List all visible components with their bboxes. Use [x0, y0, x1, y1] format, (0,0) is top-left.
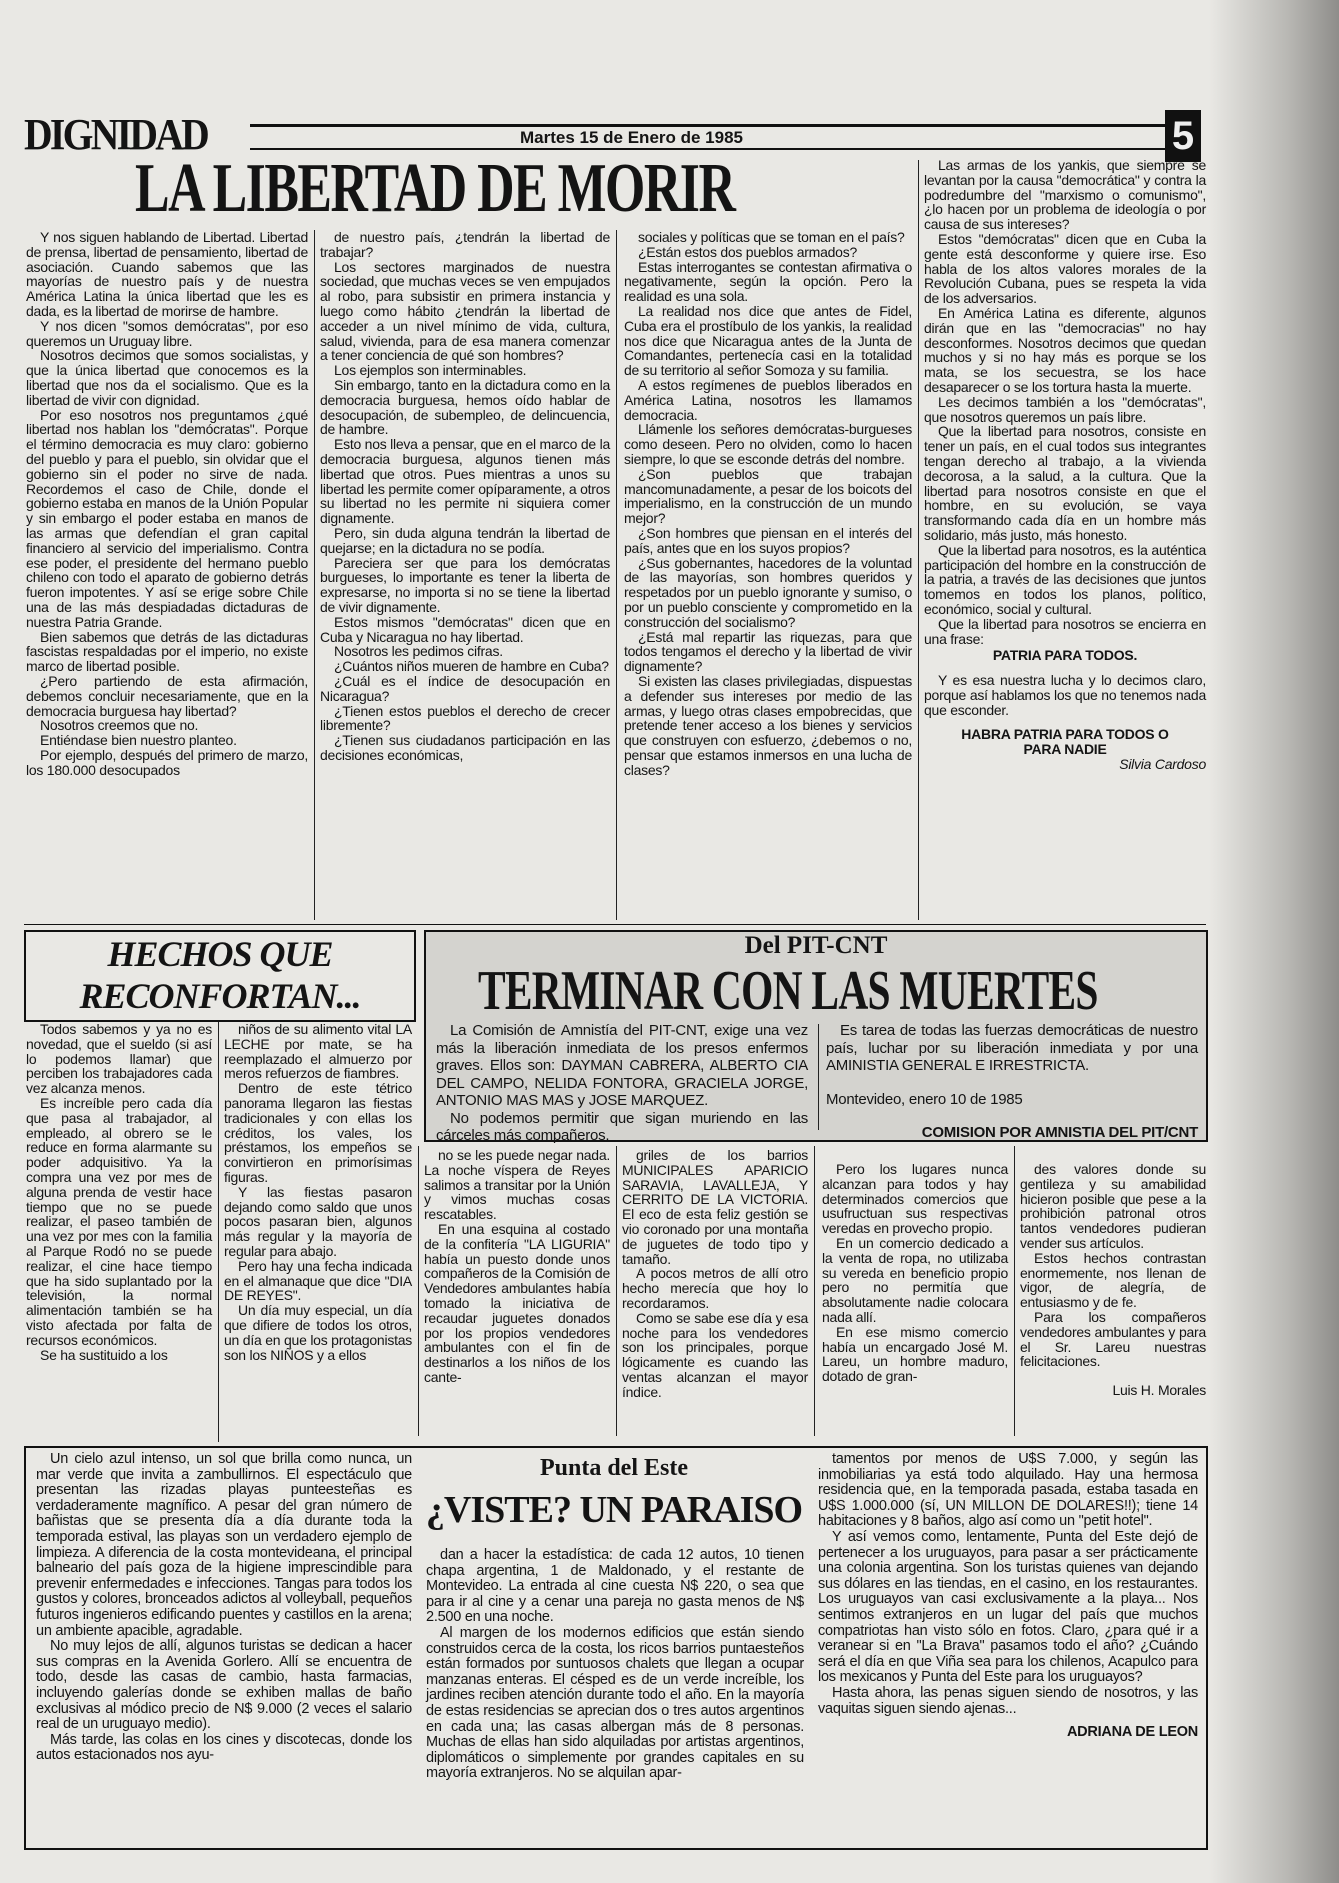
paragraph: Por ejemplo, después del primero de marzo, los 180.000 desocupados: [26, 746, 308, 778]
punta-column-1: [36, 1452, 412, 1842]
paragraph: Por eso nosotros nos preguntamos ¿qué libertad nos hablan los "demócratas". Porque el término democracia es muy claro: gobierno del pueblo y para el pueblo, sin olvidar que el gobierno sin el poder no sirve de nada. Recordemos el caso de Chile, donde el gobierno estaba en manos de la Unión Popular y sin embargo el poder estaba en manos de las armas que defendían el gran capital financiero al servicio del imperialismo. Contra ese poder, el presidente del hermano pueblo chileno con todo el aparato de gobierno detrás fueron impotentes. Y así se erige sobre Chile una de las más despiadadas dictaduras de nuestra Patria Grande.: [26, 406, 308, 630]
paragraph: Entiéndase bien nuestro planteo.: [40, 732, 237, 749]
paragraph: Estos "demócratas" dicen que en Cuba la gente está desconforme y quiere irse. Eso habla de los altos valores morales de la Revolución Cubana, pues se respeta la vida de los adversarios.: [924, 230, 1206, 307]
paragraph: Que la libertad para nosotros se encierra en una frase:: [924, 615, 1206, 647]
paragraph: Que la libertad para nosotros, es la auténtica participación del hombre en la construcción de la patria, a través de las decisiones que juntos tomemos en todos los planos, político, económico, social y cultural.: [924, 541, 1206, 617]
paragraph: No podemos permitir que sigan muriendo en las cárceles más compañeros.: [436, 1109, 808, 1144]
paragraph: Las armas de los yankis, que siempre se levantan por la causa "democrática" y contra la podredumbre del "marxismo o comunismo", ¿lo hacen por un problema de ideología o por causa de sus intereses?: [924, 157, 1206, 233]
hechos-author: Luis H. Morales: [1112, 1382, 1206, 1399]
paragraph: Hasta ahora, las penas siguen siendo de nosotros, y las vaquitas siguen siendo ajenas...: [818, 1684, 1198, 1717]
paragraph: Es increíble pero cada día que pasa al trabajador, al empleado, al obrero se le reduce en forma alarmante su poder adquisitivo. Ya la compra una vez por mes de alguna prenda de vestir hace tiempo que no se puede realizar, el paseo también de una vez por mes con la familia al Parque Rodó no se puede realizar, el cine hace tiempo que ha sido suplantado por la televisión, la normal alimentación también se ha visto afectada por falta de recursos económicos.: [26, 1094, 212, 1348]
pit-title: TERMINAR CON LAS MUERTES: [478, 960, 1098, 1022]
paragraph: ¿Son pueblos que trabajan mancomunadamente, a pesar de los boicots del imperialismo, en la construcción de un mundo mejor?: [624, 465, 912, 527]
paragraph: ¿Están estos dos pueblos armados?: [638, 243, 857, 260]
column-rule: [814, 1146, 815, 1436]
column-rule: [616, 230, 617, 920]
paragraph: Y así vemos como, lentamente, Punta del Este dejó de pertenecer a los uruguayos, para pasar a ser prácticamente una colonia argentina. Son los turistas quienes van dejando sus dólares en las tiendas, en el casino, en los restaurantes. Los uruguayos van casi exclusivamente a la playa... Nos sentimos extranjeros en un lugar del país que muchos compatriotas han visto sólo en fotos. Claro, ¿para qué ir a veranear si en "La Brava" pasamos todo el año? ¿Cuándo será el día en que Viña sea para los chilenos, Acapulco para los mexicanos y Punta del Este para los uruguayos?: [818, 1528, 1198, 1686]
paragraph: Pareciera ser que para los demócratas burgueses, lo importante es tener la liberta de expresarse, no importa si no se tiene la libertad de vivir dignamente.: [320, 554, 610, 615]
column-rule: [818, 1024, 819, 1130]
paragraph: Nosotros les pedimos cifras.: [334, 643, 503, 660]
column-rule: [1014, 1146, 1015, 1436]
pit-left-text: [436, 1022, 808, 1144]
paragraph: ¿Cuál es el índice de desocupación en Nicaragua?: [320, 672, 610, 704]
paragraph: Sin embargo, tanto en la dictadura como en la democracia burguesa, hemos oído hablar de desocupación, de subempleo, de delincuencia, de hambre.: [320, 376, 610, 438]
scan-edge-shadow: [1209, 0, 1339, 1883]
pit-dateline: Montevideo, enero 10 de 1985: [826, 1090, 1023, 1108]
paragraph: Más tarde, las colas en los cines y discotecas, donde los autos estacionados nos ayu-: [36, 1731, 412, 1764]
hechos-column-2: [224, 1022, 412, 1442]
header-rule-top: [250, 124, 1165, 127]
paragraph: ¿Pero partiendo de esta afirmación, debemos concluir necesariamente, que en la democracia burguesa hay libertad?: [26, 672, 308, 719]
paragraph: A pocos metros de allí otro hecho merecía que hoy lo recordaramos.: [622, 1265, 808, 1311]
paragraph: no se les puede negar nada. La noche víspera de Reyes salimos a transitar por la Unión y vimos muchas cosas rescatables.: [424, 1147, 610, 1223]
pit-kicker: Del PIT-CNT: [744, 932, 888, 959]
paragraph: tamentos por menos de U$S 7.000, y según las inmobiliarias ya está todo alquilado. Hay una hermosa residencia que, en la temporada pasada, estaba tasada en U$S 1.000.000 (sí, UN MILLON DE DOLARES!!); tiene 14 habitaciones y 8 baños, algo así como un "petit hotel".: [818, 1451, 1198, 1530]
article-column-3: [624, 230, 912, 920]
article-title: LA LIBERTAD DE MORIR: [135, 150, 735, 227]
paragraph: Estas interrogantes se contestan afirmativa o negativamente, según la opción. Pero la realidad es una sola.: [624, 258, 912, 305]
paragraph: Al margen de los modernos edificios que están siendo construidos cerca de la costa, los ricos barrios puntaesteños están formados por suntuosos chalets que llegan a ocupar manzanas enteras. El césped es de un verde increíble, los jardines reciben atención durante todo el año. En la mayoría de estas residencias se aprecian dos o tres autos argentinos en cada una; las casas albergan más de 8 personas. Muchas de ellas han sido alquiladas por artistas argentinos, diplomáticos o simplemente por grandes capitales en su mayoría extranjeros. No se alquilan apar-: [426, 1624, 804, 1782]
paragraph: Para los compañeros vendedores ambulantes y para el Sr. Lareu nuestras felicitaciones.: [1020, 1308, 1206, 1370]
paragraph: Esto nos lleva a pensar, que en el marco de la democracia burguesa, algunos tienen más libertad que otros. Pues mientras a unos su libertad les permite comer opíparamente, a otros su libertad no les permite ni siquiera comer dignamente.: [320, 436, 610, 527]
paragraph: Dentro de este tétrico panorama llegaron las fiestas tradicionales y con ellas los créditos, los vales, los préstamos, los empeños se convirtieron en primorísimas figuras.: [224, 1080, 412, 1185]
paragraph: En ese mismo comercio había un encargado José M. Lareu, un hombre maduro, dotado de gran-: [822, 1323, 1008, 1385]
column-rule: [616, 1146, 617, 1436]
paragraph: Si existen las clases privilegiadas, dispuestas a defender sus intereses por medio de las armas, y luego otras clases empobrecidas, que pretende tener acceso a los bienes y servicios que construyen con esfuerzo, ¿debemos o no, pensar que estamos inmersos en una lucha de clases?: [624, 672, 912, 778]
paragraph: Estos mismos "demócratas" dicen que en Cuba y Nicaragua no hay libertad.: [320, 613, 610, 645]
column-rule: [918, 160, 919, 920]
paragraph: ¿Tienen estos pueblos el derecho de crecer libremente?: [320, 702, 610, 734]
paragraph: Un día muy especial, un día que difiere de todos los otros, un día en que los protagonistas son los NIÑOS y a ellos: [224, 1302, 412, 1363]
slogan: HABRA PATRIA PARA TODOS O PARA NADIE: [961, 726, 1169, 758]
paragraph: En un comercio dedicado a la venta de ropa, no utilizaba su vereda en beneficio propio pero no permitía que absolutamente nadie colocara nada allí.: [822, 1234, 1008, 1325]
paragraph: Pero los lugares nunca alcanzan para todos y hay determinados comercios que usufructuan sus respectivas veredas en provecho propio.: [822, 1161, 1008, 1237]
paragraph: Bien sabemos que detrás de las dictaduras fascistas respaldadas por el imperio, no existe marco de libertad posible.: [26, 628, 308, 675]
article-column-2: [320, 230, 610, 920]
article-column-1: [26, 230, 308, 920]
section-divider: [24, 924, 1206, 925]
column-rule: [218, 1022, 219, 1442]
page-number: 5: [1165, 110, 1201, 162]
paragraph: Los sectores marginados de nuestra sociedad, que muchas veces se ven empujados al robo, para subsistir en primera instancia y luego como hábito ¿tendrán la libertad de acceder a un nivel mínimo de vida, cultura, salud, vivienda, para de esa manera comenzar a tener conciencia de qué son hombres?: [320, 258, 610, 364]
paragraph: ¿Está mal repartir las riquezas, para que todos tengamos el derecho y la libertad de vivir dignamente?: [624, 628, 912, 675]
paragraph: dan a hacer la estadística: de cada 12 autos, 10 tienen chapa argentina, 1 de Maldonado, y el restante de Montevideo. La entrada al cine cuesta N$ 220, o sea que para ir al cine y a cenar una pareja no gasta menos de N$ 2.500 en una noche.: [426, 1547, 804, 1626]
paragraph: sociales y políticas que se toman en el país?: [638, 229, 905, 245]
paragraph: ¿Son hombres que piensan en el interés del país, antes que en los suyos propios?: [624, 524, 912, 556]
article-column-4: [924, 158, 1206, 918]
paragraph: Nosotros creemos que no.: [40, 717, 199, 734]
pit-right-text: [826, 1022, 1198, 1141]
paragraph: Que la libertad para nosotros, consiste en tener un país, en el cual todos sus integrantes tengan derecho al trabajo, a la vivienda decorosa, a la salud, a la cultura. Que la libertad para nosotros consiste en que el hombre, en su evolución, se vaya transformando cada día en un hombre más solidario, más justo, más honesto.: [924, 423, 1206, 543]
hechos-title: HECHOS QUE RECONFORTAN...: [79, 934, 361, 1016]
paragraph: Y nos dicen "somos demócratas", por eso queremos un Uruguay libre.: [26, 317, 308, 349]
hechos-column-3: [424, 1148, 610, 1436]
paragraph: ¿Sus gobernantes, hacedores de la voluntad de las mayorías, son hombres queridos y respetados por un pueblo ignorante y sumiso, o por un pueblo consciente y comprometido en la construcción del socialismo?: [624, 554, 912, 630]
masthead: DIGNIDAD: [24, 110, 208, 159]
hechos-column-1: [26, 1022, 212, 1442]
column-rule: [418, 1146, 419, 1436]
paragraph: Les decimos también a los "demócratas", que nosotros queremos un país libre.: [924, 393, 1206, 425]
paragraph: ¿Tienen sus ciudadanos participación en las decisiones económicas,: [320, 732, 610, 763]
punta-column-3: [818, 1452, 1198, 1842]
paragraph: niños de su alimento vital LA LECHE por mate, se ha reemplazado el almuerzo por meros refuerzos de fiambres.: [224, 1021, 412, 1082]
paragraph: En una esquina al costado de la confitería "LA LIGURIA" había un puesto donde unos compañeros de la Comisión de Vendedores ambulantes había tomado la iniciativa de recaudar juguetes donados por los propios vendedores ambulantes con el fin de destinarlos a los niños de los cante-: [424, 1220, 610, 1385]
paragraph: Y las fiestas pasaron dejando como saldo que unos pocos pasaran bien, algunos más regular y la mayoría de regular para abajo.: [224, 1183, 412, 1259]
closing-paragraph: Y es esa nuestra lucha y lo decimos claro, porque así hablamos los que no tenemos nada que esconder.: [924, 672, 1206, 718]
issue-date: Martes 15 de Enero de 1985: [520, 128, 744, 147]
hechos-column-4: [622, 1148, 808, 1436]
paragraph: Estos hechos contrastan enormemente, nos llenan de vigor, de alegría, de entusiasmo y de fe.: [1020, 1249, 1206, 1311]
punta-column-2: [426, 1548, 804, 1842]
paragraph: Los ejemplos son interminables.: [334, 362, 527, 379]
paragraph: En América Latina es diferente, algunos dirán que en las "democracias" no hay desconformes. Nosotros decimos que quedan muchos y si no hay más es porque se los mata, se los secuestra, se los hace desaparecer o se los tortura hasta la muerte.: [924, 304, 1206, 395]
hechos-column-5: [822, 1162, 1008, 1436]
paragraph: Y nos siguen hablando de Libertad. Libertad de prensa, libertad de pensamiento, libertad de asociación. Cuando sabemos que las mayorías de nuestro país y de nuestra América Latina la única libertad que les es dada, es la libertad de morirse de hambre.: [26, 229, 308, 319]
column-rule: [314, 230, 315, 920]
paragraph: Se ha sustituido a los: [40, 1346, 168, 1363]
paragraph: Todos sabemos y ya no es novedad, que el sueldo (si así lo podemos llamar) que perciben los trabajadores cada vez alcanza menos.: [26, 1021, 212, 1097]
paragraph: Pero, sin duda alguna tendrán la libertad de quejarse; en la dictadura no se podía.: [320, 524, 610, 556]
punta-author: ADRIANA DE LEON: [1066, 1724, 1198, 1741]
paragraph: ¿Cuántos niños mueren de hambre en Cuba?: [334, 658, 609, 675]
paragraph: Nosotros decimos que somos socialistas, y que la única libertad que conocemos es la libertad que nos da el socialismo. Que es la libertad de vivir con dignidad.: [26, 347, 308, 408]
hechos-column-6: [1020, 1162, 1206, 1436]
paragraph: Es tarea de todas las fuerzas democráticas de nuestro país, luchar por su liberación inmediata y por una AMINISTIA GENERAL E IRRESTRICTA.: [826, 1022, 1198, 1074]
punta-kicker: Punta del Este: [539, 1455, 688, 1481]
paragraph: des valores donde su gentileza y su amabilidad hicieron posible que pese a la prohibición patronal otros tantos vendedores pudieran vender sus artículos.: [1020, 1161, 1206, 1251]
paragraph: La Comisión de Amnistía del PIT-CNT, exige una vez más la liberación inmediata de los presos enfermos graves. Ellos son: DAYMAN CABRERA, ALBERTO CIA DEL CAMPO, NELIDA FONTORA, GRACIELA JORGE, ANTONIO MAS MAS y JOSE MARQUEZ.: [436, 1022, 808, 1109]
paragraph: Llámenle los señores demócratas-burgueses como deseen. Pero no olviden, como lo hacen siempre, lo que se esconde detrás del nombre.: [624, 421, 912, 467]
paragraph: A estos regímenes de pueblos liberados en América Latina, nosotros les llamamos democracia.: [624, 376, 912, 423]
punta-title: ¿VISTE? UN PARAISO: [425, 1489, 803, 1531]
pit-signature: COMISION POR AMNISTIA DEL PIT/CNT: [921, 1124, 1198, 1141]
paragraph: griles de los barrios MUNICIPALES APARICIO SARAVIA, LAVALLEJA, Y CERRITO DE LA VICTORIA. El eco de esta feliz gestión se vio coronado por una montaña de juguetes de todo tipo y tamaño.: [622, 1147, 808, 1267]
motto: PATRIA PARA TODOS.: [992, 647, 1138, 664]
paragraph: Pero hay una fecha indicada en el almanaque que dice "DIA DE REYES".: [224, 1257, 412, 1304]
paragraph: No muy lejos de allí, algunos turistas se dedican a hacer sus compras en la Avenida Gorlero. Allí se encuentra de todo, desde las casas de cambio, hasta farmacias, incluyendo galerías donde se exhiben mallas de baño exclusivas al módico precio de N$ 9.000 (2 veces el salario real de un uruguayo medio).: [36, 1638, 412, 1733]
paragraph: La realidad nos dice que antes de Fidel, Cuba era el prostíbulo de los yankis, la realidad nos dice que Nicaragua antes de la Junta de Comandantes, pertenecía casi en la totalidad de su territorio al señor Somoza y su familia.: [624, 302, 912, 379]
paragraph: Un cielo azul intenso, un sol que brilla como nunca, un mar verde que invita a zambullirnos. El espectáculo que presentan las rizadas playas punteesteñas es verdaderamente magnífico. A pesar del gran número de bañistas que se presenta día a día durante toda la temporada estival, las playas son un verdadero ejemplo de limpieza. A diferencia de la costa montevideana, el principal balneario del país goza de la higiene imprescindible para prevenir enfermedades e infecciones. Tangas para todos los gustos y colores, bronceados adictos al volleyball, pequeños futuros ingenieros edificando puentes y castillos en la arena; un ambiente apacible, agradable.: [36, 1451, 412, 1639]
author: Silvia Cardoso: [1119, 756, 1206, 773]
paragraph: de nuestro país, ¿tendrán la libertad de trabajar?: [320, 229, 610, 260]
paragraph: Como se sabe ese día y esa noche para los vendedores son los principales, porque lógicamente es cuando las ventas alcanzan el mayor índice.: [622, 1309, 808, 1400]
